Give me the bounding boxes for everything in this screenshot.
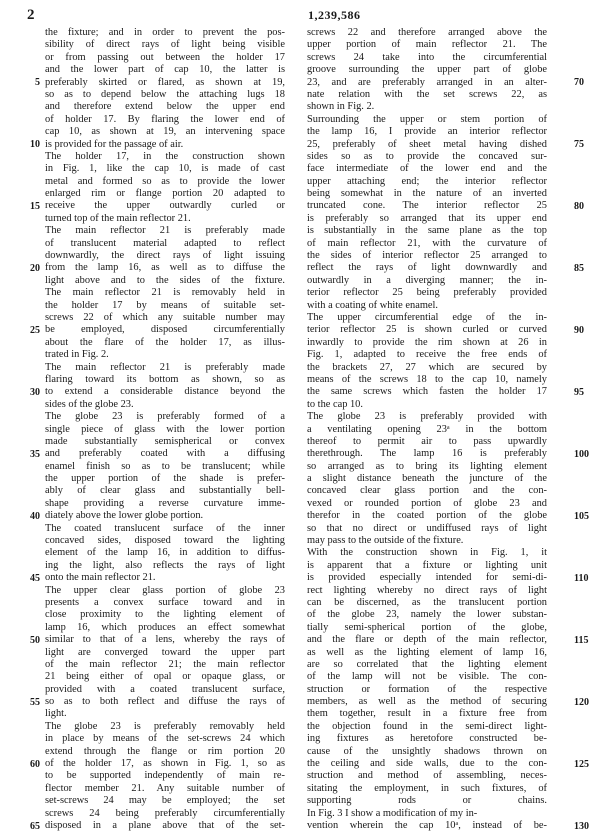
text-line: shape providing a reverse curvature imme-: [45, 497, 285, 509]
text-line: The main reflector 21 is removably held in: [45, 287, 285, 299]
text-line: The globe 23 is preferably formed of a: [45, 411, 285, 423]
text-line: so that no direct or undiffused rays of light: [307, 522, 547, 534]
text-line: nate relation with the set screws 22, as: [307, 88, 547, 100]
text-line: enamel finish so as to be translucent; while: [45, 460, 285, 472]
text-line: The coated translucent surface of the inner: [45, 522, 285, 534]
text-line: Surrounding the upper or stem portion of: [307, 113, 547, 125]
text-line: The globe 23 is preferably removably held: [45, 720, 285, 732]
text-line: set-screws 24 may be employed; the set: [45, 795, 285, 807]
text-line: and preferably coated with a diffusing: [45, 448, 285, 460]
text-line: concaved sides, disposed toward the lighting: [45, 535, 285, 547]
text-line: struction or formation of the respective: [307, 683, 547, 695]
text-line: be employed, disposed circumferentially: [45, 324, 285, 336]
text-line: With the construction shown in Fig. 1, it: [307, 547, 547, 559]
line-number: 75: [574, 138, 584, 150]
text-line: sibility of direct rays of light being visible: [45, 39, 285, 51]
text-line: concaved clear glass portion and the con-: [307, 485, 547, 497]
text-line: 25, preferably of sheet metal having dished: [307, 138, 547, 150]
text-line: the brackets 27, 27 which are secured by: [307, 361, 547, 373]
text-line: thereof to permit air to pass upwardly: [307, 435, 547, 447]
text-line: sitating the employment, in such fixtures, of: [307, 782, 547, 794]
text-line: light are converged toward the upper part: [45, 646, 285, 658]
text-line: therefor in the coated portion of the globe: [307, 510, 547, 522]
text-line: is provided especially intended for semi-di-: [307, 572, 547, 584]
line-number: 45: [30, 572, 40, 584]
text-line: 23, and are preferably arranged in an alter-: [307, 76, 547, 88]
text-line: and therefore extend below the upper end: [45, 101, 285, 113]
text-line: tially semi-spherical portion of the globe,: [307, 621, 547, 633]
text-line: and the lower part of cap 10, the latter is: [45, 64, 285, 76]
text-line: trated in Fig. 2.: [45, 349, 109, 361]
text-line: of the main reflector 21; the main reflector: [45, 658, 285, 670]
page-number: 2: [27, 7, 35, 23]
text-line: from the lamp 16, as well as to diffuse the: [45, 262, 285, 274]
text-line: the fixture; and in order to prevent the pos-: [45, 27, 285, 38]
line-number: 110: [574, 572, 589, 584]
text-line: similar to that of a lens, whereby the rays of: [45, 634, 285, 646]
text-line: means of the screws 18 to the cap 10, namely: [307, 373, 547, 385]
line-number: 130: [574, 820, 589, 832]
text-line: ably of clear glass and substantially bell-: [45, 485, 285, 497]
text-line: with a coating of white enamel.: [307, 299, 438, 311]
line-number: 10: [30, 138, 40, 150]
text-line: made substantially semispherical or convex: [45, 435, 285, 447]
text-line: cause of the unsightly shadows thrown on: [307, 745, 547, 757]
text-line: The globe 23 is preferably provided with: [307, 411, 547, 423]
line-number: 120: [574, 696, 589, 708]
line-number: 65: [30, 820, 40, 832]
text-line: ing fixtures as heretofore constructed be-: [307, 733, 547, 745]
text-line: onto the main reflector 21.: [45, 572, 156, 584]
text-line: so as to both reflect and diffuse the rays of: [45, 696, 285, 708]
text-line: extend through the flange or rim portion 20: [45, 745, 285, 757]
text-line: outwardly in a diverging manner; the in-: [307, 274, 547, 286]
text-line: of the globe 23, namely the lower substan-: [307, 609, 547, 621]
text-line: shown in Fig. 2.: [307, 101, 375, 113]
text-line: of the holder 17, as shown in Fig. 1, so as: [45, 758, 285, 770]
text-line: of main reflector 21, with the curvature of: [307, 237, 547, 249]
text-line: receive the upper outwardly curled or: [45, 200, 285, 212]
text-line: of translucent material adapted to reflect: [45, 237, 285, 249]
right-text-column: [307, 27, 547, 832]
text-line: so as to depend below the attaching lugs 18: [45, 88, 285, 100]
text-line: upper portion of main reflector 21. The: [307, 39, 547, 51]
text-line: vention wherein the cap 10ᵃ, instead of be-: [307, 820, 547, 831]
text-line: The upper circumferential edge of the in-: [307, 311, 547, 323]
text-line: to the cap 10.: [307, 398, 363, 410]
text-line: The upper clear glass portion of globe 23: [45, 584, 285, 596]
line-number: 40: [30, 510, 40, 522]
text-line: members, as well as the method of securing: [307, 696, 547, 708]
text-line: are so correlated that the lighting element: [307, 658, 547, 670]
text-line: a ventilating opening 23ᵃ in the bottom: [307, 423, 547, 435]
text-line: reflect the rays of light downwardly and: [307, 262, 547, 274]
text-line: the holder 17 by means of suitable set-: [45, 299, 285, 311]
text-line: of holder 17. By flaring the lower end of: [45, 113, 285, 125]
text-line: upper attaching end; the interior reflector: [307, 175, 547, 187]
line-number: 125: [574, 758, 589, 770]
text-line: face intermediate of the lower end and the: [307, 163, 547, 175]
text-line: is substantially in the same plane as the top: [307, 225, 547, 237]
text-line: metal and formed so as to provide the lower: [45, 175, 285, 187]
text-line: sides of the globe 23.: [45, 398, 134, 410]
text-line: truncated cone. The interior reflector 25: [307, 200, 547, 212]
text-line: Fig. 1, adapted to receive the free ends of: [307, 349, 547, 361]
text-line: to extend a considerable distance beyond the: [45, 386, 285, 398]
text-line: flaring toward its bottom as shown, so as: [45, 373, 285, 385]
text-line: the objection found in the semi-direct light-: [307, 720, 547, 732]
line-number: 85: [574, 262, 584, 274]
text-line: in place by means of the set-screws 24 which: [45, 733, 285, 745]
text-line: screws 24 take into the circumferential: [307, 51, 547, 63]
text-line: downwardly, the direct rays of light issuing: [45, 250, 285, 262]
text-line: vexed or rounded portion of globe 23 and: [307, 497, 547, 509]
text-line: turned top of the main reflector 21.: [45, 212, 191, 224]
text-line: sides so as to provide the concaved sur-: [307, 150, 547, 162]
text-line: them together, result in a fixture free from: [307, 708, 547, 720]
text-line: In Fig. 3 I show a modification of my in-: [307, 807, 478, 819]
line-number: 35: [30, 448, 40, 460]
text-line: lamp 16, which produces an effect somewhat: [45, 621, 285, 633]
text-line: supporting rods or chains.: [307, 795, 547, 807]
text-line: therethrough. The lamp 16 is preferably: [307, 448, 547, 460]
text-line: diately above the lower globe portion.: [45, 510, 204, 522]
line-number: 100: [574, 448, 589, 460]
line-number: 25: [30, 324, 40, 336]
text-line: cap 10, as shown at 19, an intervening space: [45, 126, 285, 138]
text-line: groove surrounding the upper part of globe: [307, 64, 547, 76]
line-number: 5: [35, 76, 40, 88]
text-line: may pass to the outside of the fixture.: [307, 535, 464, 547]
text-line: is provided for the passage of air.: [45, 138, 184, 150]
text-line: screws 22 of which any suitable number may: [45, 311, 285, 323]
text-line: single piece of glass with the lower portion: [45, 423, 285, 435]
text-line: flector member 21. Any suitable number of: [45, 782, 285, 794]
line-number: 60: [30, 758, 40, 770]
text-line: or from passing out between the holder 17: [45, 51, 285, 63]
text-line: close proximity to the lighting element of: [45, 609, 285, 621]
text-line: is apparent that a fixture or lighting unit: [307, 559, 547, 571]
line-number: 15: [30, 200, 40, 212]
text-line: the upper portion of the shade is prefer-: [45, 473, 285, 485]
text-line: the lamp 16, I provide an interior reflector: [307, 126, 547, 138]
text-line: about the flare of the holder 17, as illus-: [45, 336, 285, 348]
text-line: and the flare or depth of the main reflector,: [307, 634, 547, 646]
text-line: The main reflector 21 is preferably made: [45, 361, 285, 373]
text-line: a slight distance beneath the juncture of the: [307, 473, 547, 485]
text-line: The main reflector 21 is preferably made: [45, 225, 285, 237]
text-line: the same screws which fasten the holder 17: [307, 386, 547, 398]
line-number: 30: [30, 386, 40, 398]
text-line: struction and method of assembling, neces-: [307, 770, 547, 782]
text-line: preferably skirted or flared, as shown at 19,: [45, 76, 285, 88]
text-line: so arranged as to bring its lighting element: [307, 460, 547, 472]
text-line: enlarged rim or flange portion 20 adapted to: [45, 188, 285, 200]
text-line: ing the light, also reflects the rays of light: [45, 559, 285, 571]
text-line: presents a convex surface toward and in: [45, 596, 285, 608]
text-line: in Fig. 1, like the cap 10, is made of cast: [45, 163, 285, 175]
text-line: light above and to the sides of the fixture.: [45, 274, 285, 286]
text-line: 21 being either of opal or opaque glass, or: [45, 671, 285, 683]
line-number: 80: [574, 200, 584, 212]
text-line: being somewhat in the nature of an inverted: [307, 188, 547, 200]
left-text-column: [45, 27, 285, 832]
text-line: is preferably so arranged that its upper end: [307, 212, 547, 224]
line-number: 20: [30, 262, 40, 274]
text-line: disposed in a plane above that of the set-: [45, 820, 285, 831]
text-line: terior reflector 25 is shown curled or curved: [307, 324, 547, 336]
line-number: 50: [30, 634, 40, 646]
line-number: 55: [30, 696, 40, 708]
text-line: to be supported independently of main re-: [45, 770, 285, 782]
text-line: the ceiling and side walls, due to the con-: [307, 758, 547, 770]
text-line: as well as the lighting element of lamp 16,: [307, 646, 547, 658]
text-line: inwardly to provide the rim shown at 26 in: [307, 336, 547, 348]
line-number: 95: [574, 386, 584, 398]
text-line: provided with a coated translucent surface,: [45, 683, 285, 695]
line-number: 115: [574, 634, 589, 646]
line-number: 70: [574, 76, 584, 88]
line-number: 90: [574, 324, 584, 336]
text-line: The holder 17, in the construction shown: [45, 150, 285, 162]
text-line: rect lighting whereby no direct rays of light: [307, 584, 547, 596]
text-line: screws 24 being preferably circumferentially: [45, 807, 285, 819]
patent-number: 1,239,586: [308, 8, 361, 22]
text-line: light.: [45, 708, 67, 720]
line-number: 105: [574, 510, 589, 522]
text-line: can be discerned, as the translucent portion: [307, 596, 547, 608]
text-line: screws 22 and therefore arranged above the: [307, 27, 547, 38]
text-line: terior reflector 25 being preferably provided: [307, 287, 547, 299]
text-line: element of the lamp 16, in addition to diffus-: [45, 547, 285, 559]
text-line: the sides of interior reflector 25 arranged to: [307, 250, 547, 262]
text-line: of the lamp will not be visible. The con-: [307, 671, 547, 683]
